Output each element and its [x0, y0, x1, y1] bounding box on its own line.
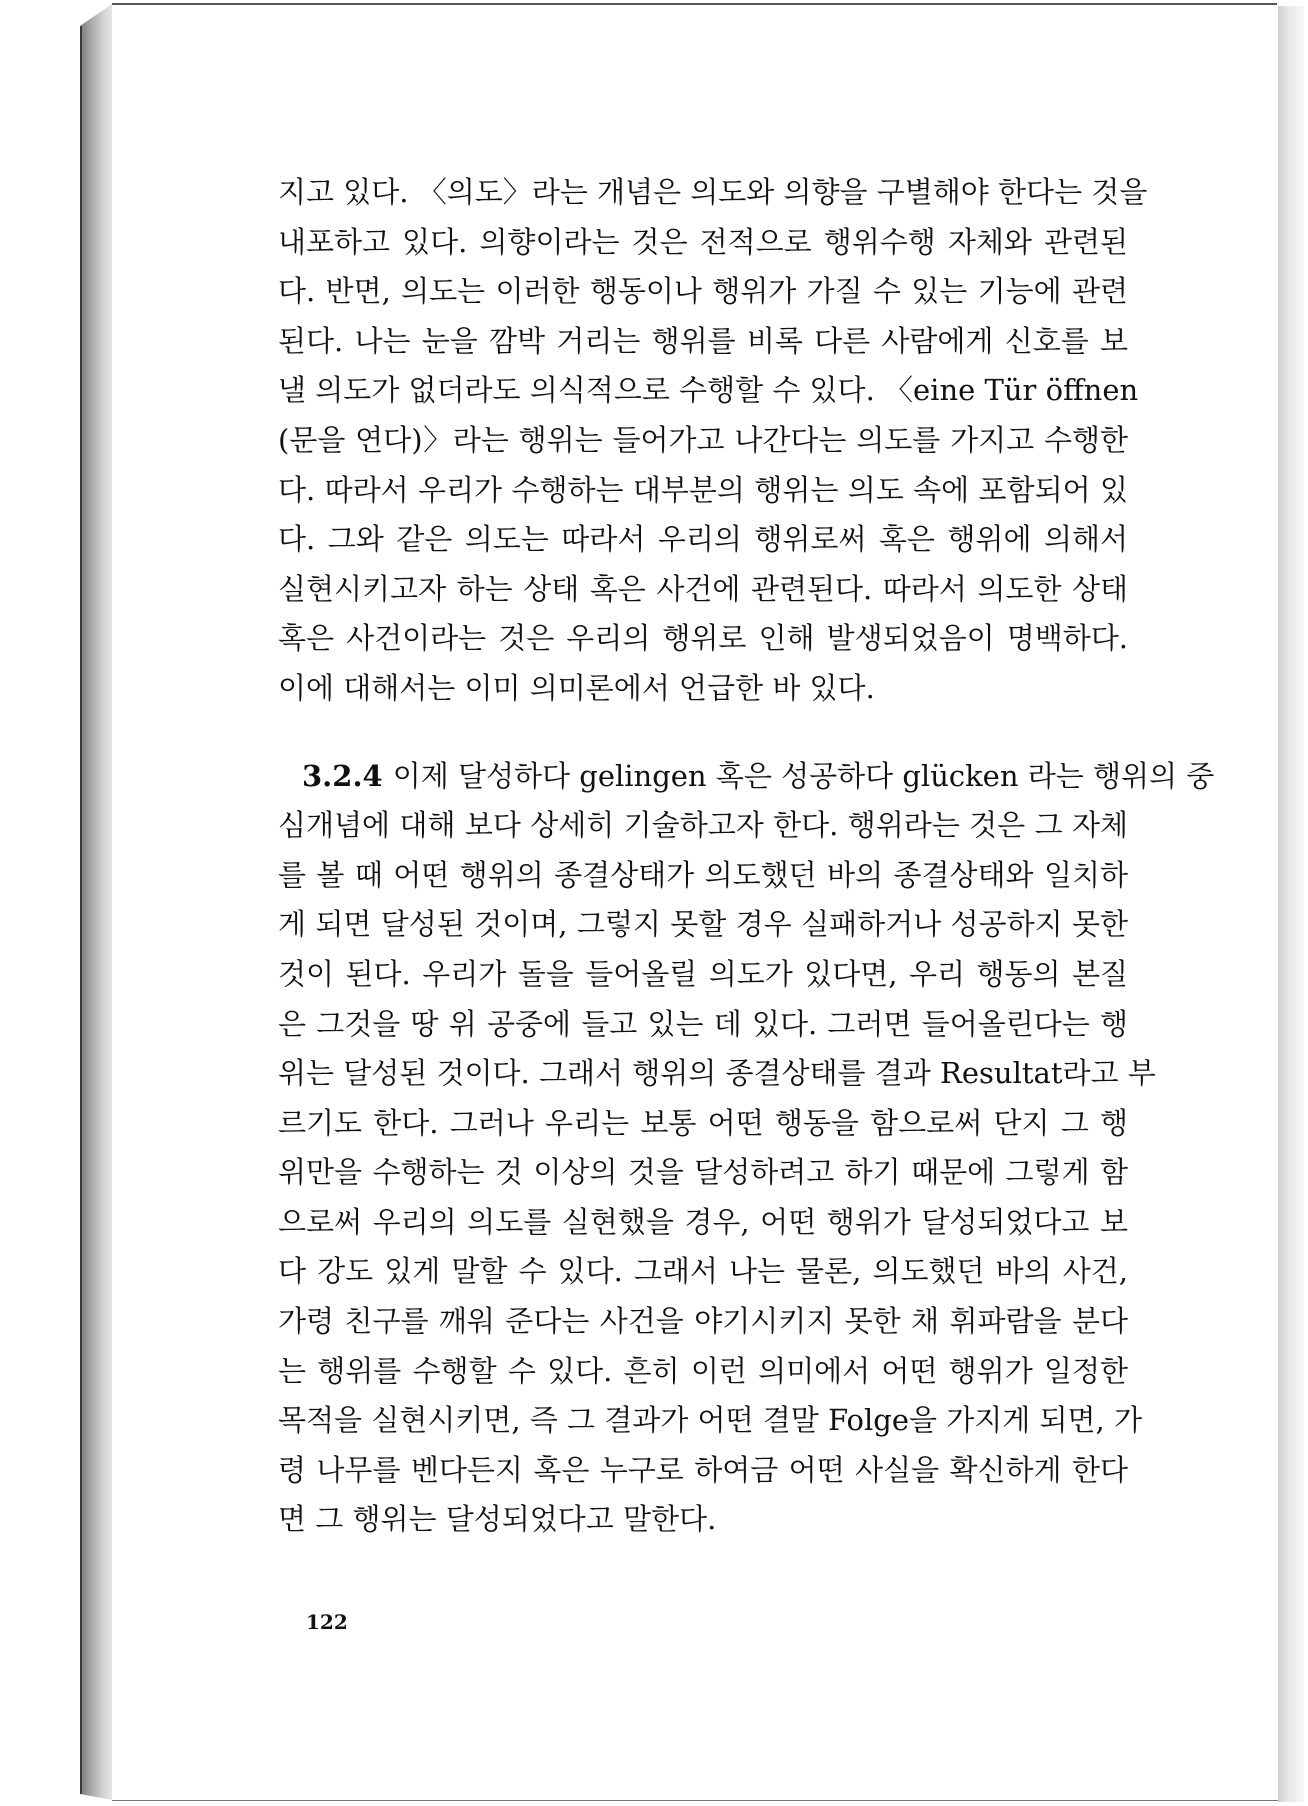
text-line: 혹은 사건이라는 것은 우리의 행위로 인해 발생되었음이 명백하다. — [278, 621, 1128, 656]
spine-edge-line — [80, 26, 82, 1794]
section-number: 3.2.4 — [302, 758, 383, 793]
page-text — [278, 168, 1215, 1545]
text-line: 가령 친구를 깨워 준다는 사건을 야기시키지 못한 채 휘파람을 분다 — [278, 1304, 1128, 1339]
text-line: 다. 그와 같은 의도는 따라서 우리의 행위로써 혹은 행위에 의해서 — [278, 522, 1128, 557]
paragraph-1 — [278, 168, 1148, 714]
page-number: 122 — [306, 1610, 348, 1634]
section-first-line — [278, 752, 1215, 802]
section-3-2-4 — [278, 752, 1215, 1546]
text-line: 르기도 한다. 그러나 우리는 보통 어떤 행동을 함으로써 단지 그 행 — [278, 1105, 1128, 1140]
text-line: 위는 달성된 것이다. 그래서 행위의 종결상태를 결과 Resultat라고 부 — [278, 1056, 1156, 1091]
text-line: 이에 대해서는 이미 의미론에서 언급한 바 있다. — [278, 670, 875, 705]
text-line: 는 행위를 수행할 수 있다. 흔히 이런 의미에서 어떤 행위가 일정한 — [278, 1353, 1128, 1388]
text-line: 위만을 수행하는 것 이상의 것을 달성하려고 하기 때문에 그렇게 함 — [278, 1155, 1128, 1190]
text-line: 를 볼 때 어떤 행위의 종결상태가 의도했던 바의 종결상태와 일치하 — [278, 857, 1128, 892]
text-line: 으로써 우리의 의도를 실현했을 경우, 어떤 행위가 달성되었다고 보 — [278, 1204, 1128, 1239]
text-line: (문을 연다)〉라는 행위는 들어가고 나간다는 의도를 가지고 수행한 — [278, 422, 1128, 457]
section-first-line-text: 이제 달성하다 gelingen 혹은 성공하다 glücken 라는 행위의 중 — [392, 758, 1215, 793]
text-line: 지고 있다. 〈의도〉라는 개념은 의도와 의향을 구별해야 한다는 것을 — [278, 175, 1148, 209]
text-line: 령 나무를 벤다든지 혹은 누구로 하여금 어떤 사실을 확신하게 한다 — [278, 1452, 1128, 1487]
text-line: 다. 따라서 우리가 수행하는 대부분의 행위는 의도 속에 포함되어 있 — [278, 472, 1128, 507]
text-line: 게 되면 달성된 것이며, 그렇지 못할 경우 실패하거나 성공하지 못한 — [278, 907, 1128, 942]
text-line: 다. 반면, 의도는 이러한 행동이나 행위가 가질 수 있는 기능에 관련 — [278, 274, 1128, 309]
text-line: 낼 의도가 없더라도 의식적으로 수행할 수 있다. 〈eine Tür öffnen — [278, 373, 1139, 408]
text-line: 목적을 실현시키면, 즉 그 결과가 어떤 결말 Folge을 가지게 되면, 가 — [278, 1403, 1142, 1438]
page-right-shadow — [1278, 6, 1304, 1802]
text-line: 심개념에 대해 보다 상세히 기술하고자 한다. 행위라는 것은 그 자체 — [278, 808, 1128, 843]
text-line: 된다. 나는 눈을 깜박 거리는 행위를 비록 다른 사람에게 신호를 보 — [278, 323, 1128, 358]
text-line: 내포하고 있다. 의향이라는 것은 전적으로 행위수행 자체와 관련된 — [278, 224, 1128, 259]
text-line: 은 그것을 땅 위 공중에 들고 있는 데 있다. 그러면 들어올린다는 행 — [278, 1006, 1128, 1041]
page-top-edge — [112, 3, 1277, 5]
section-gap — [278, 714, 1128, 752]
text-line: 다 강도 있게 말할 수 있다. 그래서 나는 물론, 의도했던 바의 사건, — [278, 1254, 1128, 1289]
text-line: 면 그 행위는 달성되었다고 말한다. — [278, 1502, 717, 1537]
text-line: 실현시키고자 하는 상태 혹은 사건에 관련된다. 따라서 의도한 상태 — [278, 571, 1128, 606]
text-line: 것이 된다. 우리가 돌을 들어올릴 의도가 있다면, 우리 행동의 본질 — [278, 956, 1128, 991]
book-spine — [80, 4, 112, 1800]
